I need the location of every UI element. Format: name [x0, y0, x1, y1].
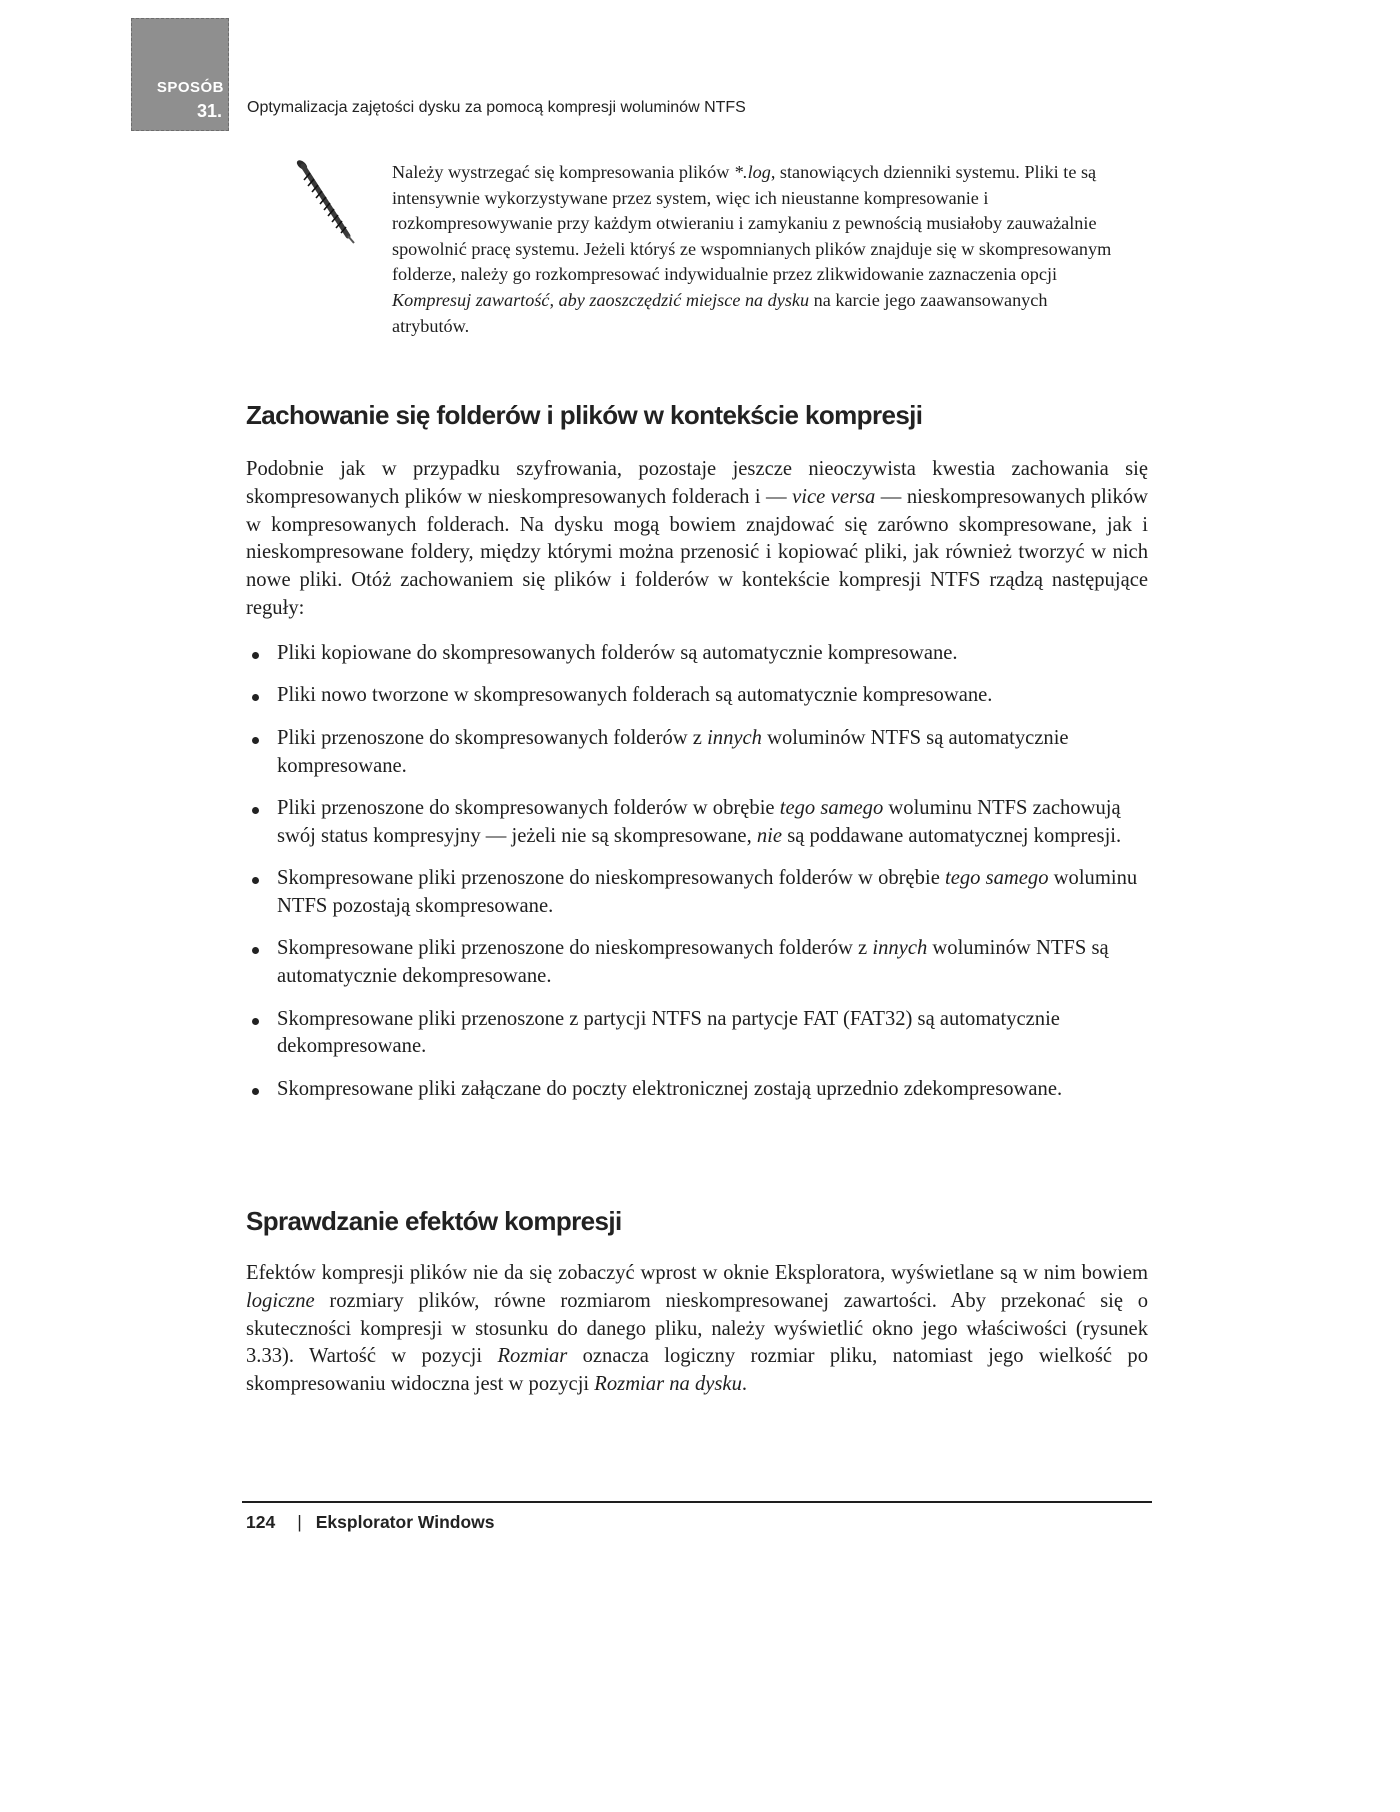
footer-divider — [242, 1501, 1152, 1503]
section-heading-compression-behavior: Zachowanie się folderów i plików w kontekście kompresji — [246, 400, 923, 430]
list-item: Pliki przenoszone do skompresowanych folderów z innych woluminów NTFS są automatycznie kompresowane. — [246, 725, 1156, 781]
list-item: Pliki przenoszone do skompresowanych folderów w obrębie tego samego woluminu NTFS zachowują swój status kompresyjny — jeżeli nie są skompresowane, nie są poddawane automatycznej kompresji. — [246, 795, 1156, 851]
bullet-icon — [252, 694, 259, 701]
bullet-icon — [252, 1088, 259, 1095]
section-heading-checking-effects: Sprawdzanie efektów kompresji — [246, 1206, 622, 1236]
note-emphasis-log: *.log — [733, 162, 771, 182]
list-item: Skompresowane pliki przenoszone do nieskompresowanych folderów z innych woluminów NTFS są automatycznie dekompresowane. — [246, 935, 1156, 991]
sposob-badge — [131, 18, 229, 131]
page-footer — [246, 1512, 495, 1533]
section2-paragraph: Efektów kompresji plików nie da się zobaczyć wprost w oknie Eksploratora, wyświetlane są w nim bowiem logiczne rozmiary plików, równe rozmiarom nieskompresowanej zawartości. Aby przekonać się o skuteczności kompresji w stosunku do danego pliku, należy wyświetlić okno jego właściwości (rysunek 3.33). Wartość w pozycji Rozmiar oznacza logiczny rozmiar pliku, natomiast jego wielkość po skompresowaniu widoczna jest w pozycji Rozmiar na dysku. — [246, 1262, 1148, 1396]
badge-number: 31. — [196, 101, 222, 121]
list-item: Skompresowane pliki załączane do poczty elektronicznej zostają uprzednio zdekompresowane. — [246, 1076, 1156, 1104]
chapter-title: Eksplorator Windows — [315, 1512, 495, 1532]
bullet-icon — [252, 807, 259, 814]
note-emphasis-option: Kompresuj zawartość, aby zaoszczędzić miejsce na dysku — [392, 289, 810, 310]
section1-intro-paragraph: Podobnie jak w przypadku szyfrowania, pozostaje jeszcze nieoczywista kwestia zachowania się skompresowanych plików w nieskompresowanych folderach i — vice versa — nieskompresowanych plików w kompresowanych folderach. Na dysku mogą bowiem znajdować się zarówno skompresowane, jak i nieskompresowane foldery, między którymi można przenosić i kopiować pliki, jak również tworzyć w nich nowe pliki. Otóż zachowaniem się plików i folderów w kontekście kompresji NTFS rządzą następujące reguły: — [246, 458, 1148, 619]
bullet-icon — [252, 737, 259, 744]
list-item: Skompresowane pliki przenoszone do nieskompresowanych folderów w obrębie tego samego woluminu NTFS pozostają skompresowane. — [246, 865, 1156, 921]
list-item: Skompresowane pliki przenoszone z partycji NTFS na partycje FAT (FAT32) są automatycznie dekompresowane. — [246, 1006, 1156, 1062]
note-text: Należy wystrzegać się kompresowania plików *.log, stanowiących dzienniki systemu. Pliki te są intensywnie wykorzystywane przez system, więc ich nieustanne kompresowanie i rozkompresowywanie przy każdym otwieraniu i zamykaniu z pewnością musiałoby zauważalnie spowolnić pracę systemu. Jeżeli któryś ze wspomnianych plików znajduje się w skompresowanym folderze, należy go rozkompresować indywidualnie przez zlikwidowanie zaznaczenia opcji Kompresuj zawartość, aby zaoszczędzić miejsce na dysku na karcie jego zaawansowanych atrybutów. — [392, 162, 1112, 336]
screw-icon — [296, 160, 358, 244]
running-title: Optymalizacja zajętości dysku za pomocą kompresji woluminów NTFS — [247, 99, 746, 116]
list-item: Pliki nowo tworzone w skompresowanych folderach są automatycznie kompresowane. — [246, 682, 1156, 710]
bullet-icon — [252, 652, 259, 659]
footer-separator: | — [297, 1512, 302, 1532]
warning-note — [392, 160, 1122, 339]
bullet-icon — [252, 1018, 259, 1025]
page-number: 124 — [246, 1512, 276, 1532]
rules-list — [246, 640, 1156, 1118]
bullet-icon — [252, 947, 259, 954]
bullet-icon — [252, 877, 259, 884]
badge-word: SPOSÓB — [156, 79, 224, 96]
list-item: Pliki kopiowane do skompresowanych folderów są automatycznie kompresowane. — [246, 640, 1156, 668]
